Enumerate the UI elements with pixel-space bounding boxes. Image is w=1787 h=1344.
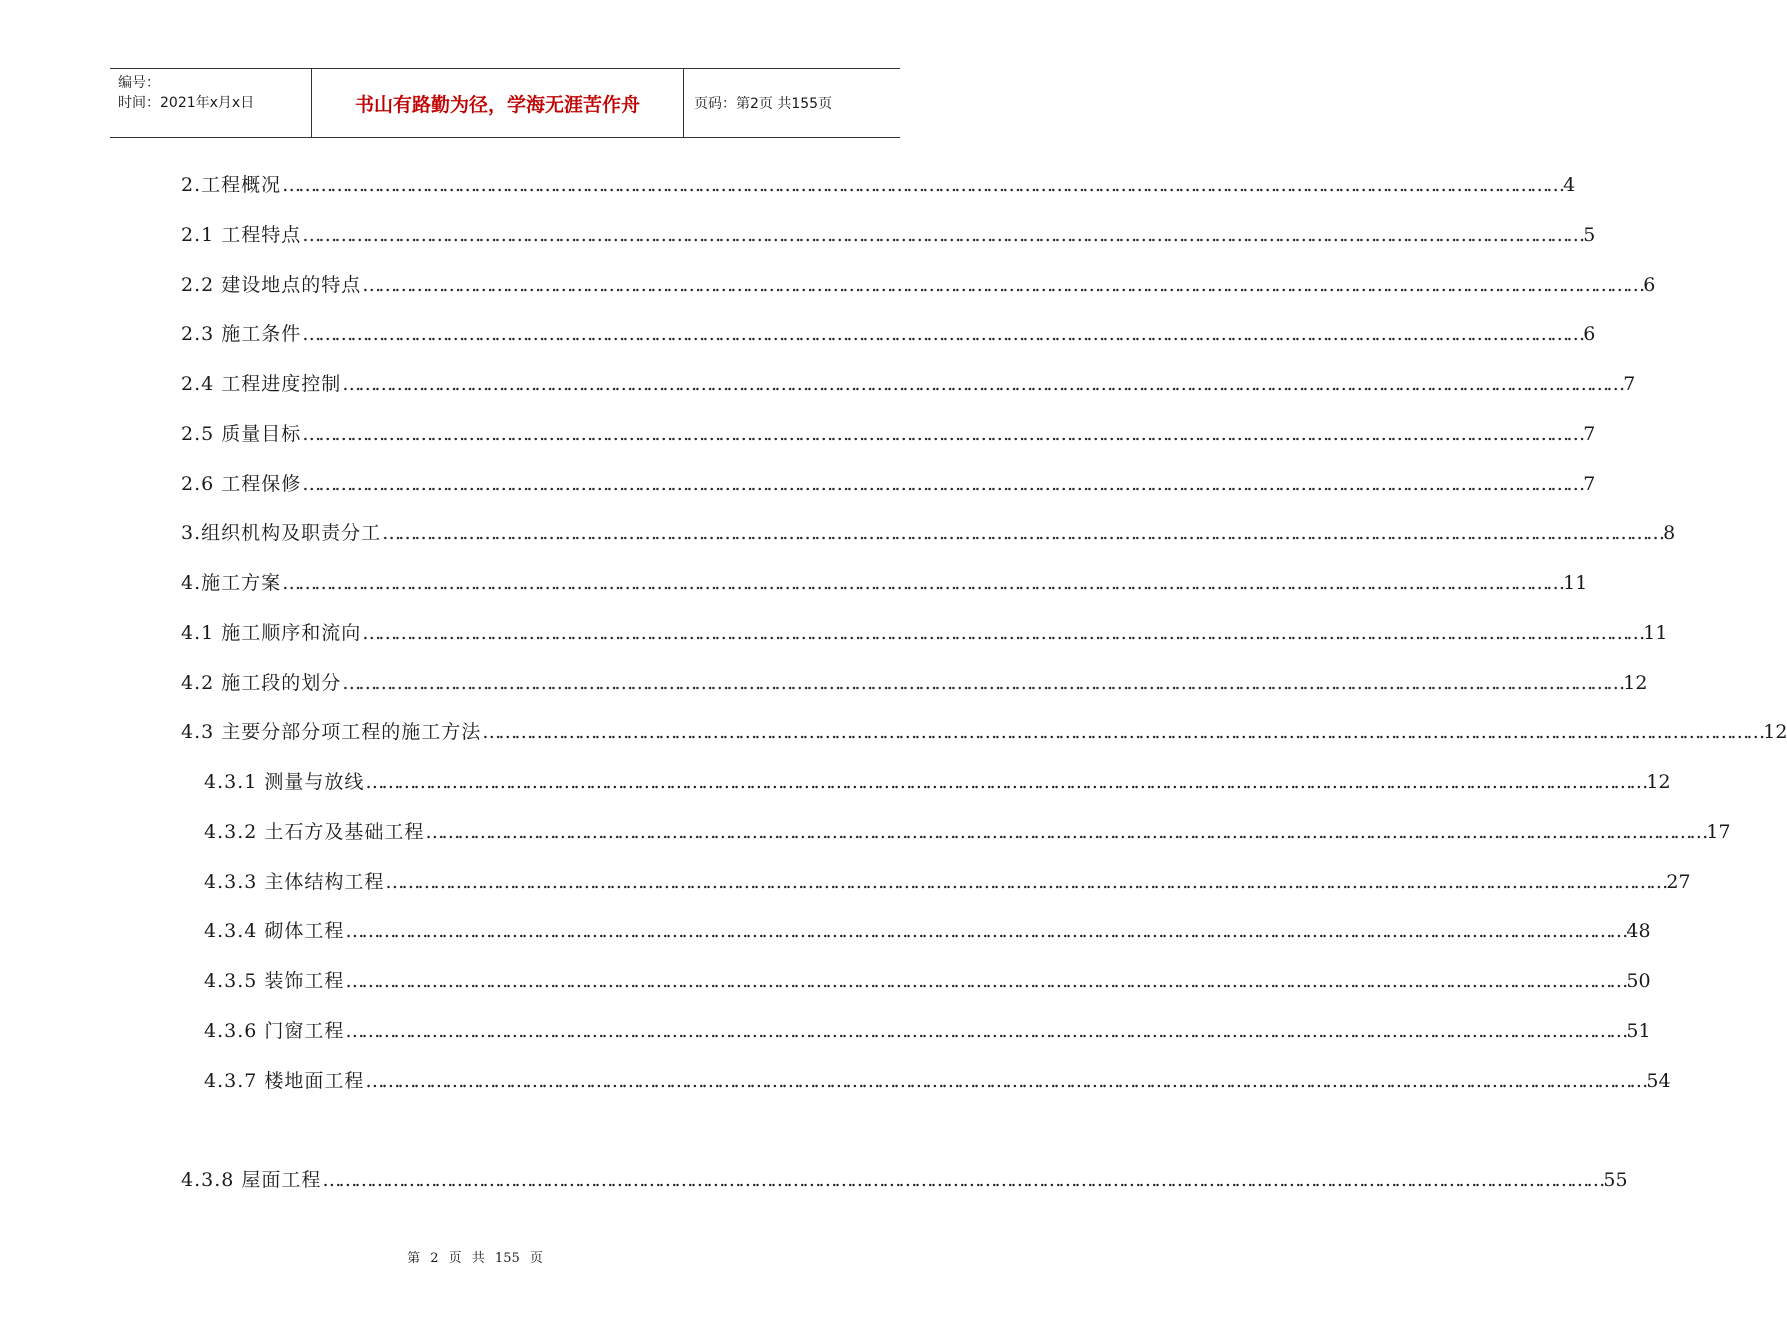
toc-leader-dots: …………………………………………………………………………………………………………………………………………………………………………………………………………………… (362, 622, 1643, 644)
toc-leader-dots: …………………………………………………………………………………………………………………………………………………………………………………………………………………… (382, 522, 1663, 544)
toc-entry-title: 2.3 施工条件 (181, 323, 302, 345)
toc-entry-title: 3.组织机构及职责分工 (181, 522, 382, 544)
toc-page-number: 7 (1583, 423, 1596, 445)
toc-entry[interactable] (204, 966, 1651, 996)
toc-entry[interactable] (204, 1066, 1671, 1096)
toc-page-number: 12 (1763, 721, 1787, 743)
toc-page-number: 48 (1626, 920, 1651, 942)
toc-leader-dots: …………………………………………………………………………………………………………………………………………………………………………………………………………………… (425, 821, 1706, 843)
toc-entry-title: 2.工程概况 (181, 174, 282, 196)
toc-entry-title: 4.3.7 楼地面工程 (204, 1070, 365, 1092)
toc-entry-title: 4.3 主要分部分项工程的施工方法 (181, 721, 482, 743)
toc-leader-dots: …………………………………………………………………………………………………………………………………………………………………………………………………………………… (345, 970, 1626, 992)
toc-entry-title: 4.3.3 主体结构工程 (204, 871, 385, 893)
header-motto: 书山有路勤为径，学海无涯苦作舟 (312, 69, 684, 137)
toc-entry[interactable] (181, 518, 1676, 548)
toc-entry-title: 2.5 质量目标 (181, 423, 302, 445)
toc-entry-title: 4.2 施工段的划分 (181, 672, 342, 694)
toc-entry-title: 4.3.2 土石方及基础工程 (204, 821, 425, 843)
toc-entry-title: 4.1 施工顺序和流向 (181, 622, 362, 644)
toc-leader-dots: …………………………………………………………………………………………………………………………………………………………………………………………………………………… (302, 323, 1583, 345)
toc-entry[interactable] (181, 568, 1588, 598)
toc-page-number: 6 (1583, 323, 1596, 345)
toc-entry[interactable] (181, 369, 1636, 399)
toc-leader-dots: …………………………………………………………………………………………………………………………………………………………………………………………………………………… (365, 771, 1646, 793)
toc-page-number: 55 (1603, 1169, 1628, 1191)
toc-page-number: 12 (1646, 771, 1671, 793)
document-date-label: 时间：2021年x月x日 (118, 95, 255, 111)
toc-leader-dots: …………………………………………………………………………………………………………………………………………………………………………………………………………………… (302, 473, 1583, 495)
toc-entry[interactable] (181, 419, 1596, 449)
toc-page-number: 11 (1643, 622, 1668, 644)
toc-page-number: 50 (1626, 970, 1651, 992)
toc-entry-title: 4.3.5 装饰工程 (204, 970, 345, 992)
toc-page-number: 7 (1583, 473, 1596, 495)
toc-leader-dots: …………………………………………………………………………………………………………………………………………………………………………………………………………………… (345, 920, 1626, 942)
toc-page-number: 54 (1646, 1070, 1671, 1092)
toc-page-number: 17 (1706, 821, 1731, 843)
toc-leader-dots: …………………………………………………………………………………………………………………………………………………………………………………………………………………… (342, 672, 1623, 694)
toc-entry-title: 2.2 建设地点的特点 (181, 274, 362, 296)
toc-entry[interactable] (181, 319, 1596, 349)
document-number-label: 编号： (118, 75, 160, 91)
header-page-info: 页码：第2页 共155页 (694, 96, 833, 112)
toc-entry-title: 2.4 工程进度控制 (181, 373, 342, 395)
toc-entry[interactable] (181, 618, 1668, 648)
toc-page-number: 5 (1583, 224, 1596, 246)
toc-leader-dots: …………………………………………………………………………………………………………………………………………………………………………………………………………………… (302, 423, 1583, 445)
toc-entry-title: 4.3.1 测量与放线 (204, 771, 365, 793)
toc-entry[interactable] (181, 668, 1648, 698)
toc-leader-dots: …………………………………………………………………………………………………………………………………………………………………………………………………………………… (282, 572, 1563, 594)
toc-entry-title: 4.3.8 屋面工程 (181, 1169, 322, 1191)
toc-entry[interactable] (181, 717, 1787, 747)
toc-page-number: 11 (1563, 572, 1588, 594)
toc-entry[interactable] (204, 767, 1671, 797)
toc-page-number: 8 (1663, 522, 1676, 544)
toc-entry[interactable] (204, 916, 1651, 946)
toc-page-number: 51 (1626, 1020, 1651, 1042)
toc-page-number: 4 (1563, 174, 1576, 196)
toc-page-number: 12 (1623, 672, 1648, 694)
toc-page-number: 7 (1623, 373, 1636, 395)
toc-page-number: 27 (1666, 871, 1691, 893)
toc-entry-title: 2.6 工程保修 (181, 473, 302, 495)
toc-entry[interactable] (181, 469, 1596, 499)
toc-leader-dots: …………………………………………………………………………………………………………………………………………………………………………………………………………………… (385, 871, 1666, 893)
toc-entry[interactable] (181, 270, 1656, 300)
toc-entry-title: 4.3.6 门窗工程 (204, 1020, 345, 1042)
toc-leader-dots: …………………………………………………………………………………………………………………………………………………………………………………………………………………… (365, 1070, 1646, 1092)
toc-leader-dots: …………………………………………………………………………………………………………………………………………………………………………………………………………………… (302, 224, 1583, 246)
toc-entry[interactable] (204, 817, 1731, 847)
page-footer: 第 2 页 共 155 页 (407, 1251, 543, 1266)
toc-entry-title: 4.3.4 砌体工程 (204, 920, 345, 942)
toc-entry-title: 4.施工方案 (181, 572, 282, 594)
toc-leader-dots: …………………………………………………………………………………………………………………………………………………………………………………………………………………… (482, 721, 1763, 743)
toc-leader-dots: …………………………………………………………………………………………………………………………………………………………………………………………………………………… (342, 373, 1623, 395)
toc-entry-title: 2.1 工程特点 (181, 224, 302, 246)
toc-entry[interactable] (181, 1165, 1628, 1195)
toc-leader-dots: …………………………………………………………………………………………………………………………………………………………………………………………………………………… (345, 1020, 1626, 1042)
toc-entry[interactable] (204, 1016, 1651, 1046)
toc-entry[interactable] (204, 867, 1691, 897)
toc-page-number: 6 (1643, 274, 1656, 296)
toc-leader-dots: …………………………………………………………………………………………………………………………………………………………………………………………………………………… (282, 174, 1563, 196)
toc-leader-dots: …………………………………………………………………………………………………………………………………………………………………………………………………………………… (322, 1169, 1603, 1191)
toc-entry[interactable] (181, 220, 1596, 250)
toc-leader-dots: …………………………………………………………………………………………………………………………………………………………………………………………………………………… (362, 274, 1643, 296)
toc-entry[interactable] (181, 170, 1576, 200)
